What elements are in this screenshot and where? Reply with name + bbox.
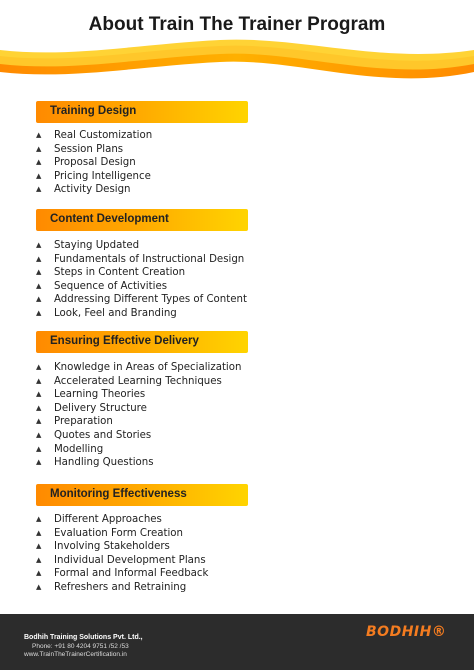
- page-footer: [0, 614, 474, 670]
- section-heading: Content Development: [50, 213, 169, 225]
- section-item-list: [36, 129, 152, 197]
- triangle-bullet-icon: ▲: [36, 390, 42, 399]
- list-item-text: Real Customization: [54, 130, 153, 141]
- triangle-bullet-icon: ▲: [36, 144, 42, 153]
- section-heading-bar: [36, 101, 248, 123]
- list-item: [36, 307, 247, 321]
- footer-phone: Phone: +91 80 4204 9751 /52 /53: [32, 643, 129, 650]
- list-item-text: Formal and Informal Feedback: [54, 568, 209, 580]
- triangle-bullet-icon: ▲: [36, 403, 42, 412]
- logo-text: BODHIH®: [366, 624, 447, 640]
- triangle-bullet-icon: ▲: [36, 308, 42, 317]
- list-item-text: Learning Theories: [54, 389, 146, 401]
- list-item: [36, 361, 241, 375]
- section-item-list: [36, 513, 208, 595]
- list-item-text: Session Plans: [54, 143, 124, 155]
- list-item: [36, 156, 152, 170]
- triangle-bullet-icon: ▲: [36, 295, 42, 304]
- triangle-bullet-icon: ▲: [36, 376, 42, 385]
- list-item: [36, 143, 152, 157]
- list-item: [36, 554, 208, 568]
- list-item-text: Delivery Structure: [54, 402, 147, 414]
- list-item-text: Staying Updated: [54, 240, 140, 251]
- list-item: [36, 429, 241, 443]
- list-item-text: Proposal Design: [54, 157, 136, 169]
- list-item: [36, 253, 247, 267]
- list-item: [36, 527, 208, 541]
- list-item: [36, 581, 208, 595]
- list-item-text: Look, Feel and Branding: [54, 307, 177, 319]
- triangle-bullet-icon: ▲: [36, 569, 42, 578]
- list-item-text: Knowledge in Areas of Specialization: [54, 362, 242, 373]
- list-item-text: Individual Development Plans: [54, 554, 206, 566]
- list-item: [36, 402, 241, 416]
- triangle-bullet-icon: ▲: [36, 171, 42, 180]
- list-item: [36, 388, 241, 402]
- triangle-bullet-icon: ▲: [36, 254, 42, 263]
- triangle-bullet-icon: ▲: [36, 281, 42, 290]
- list-item: [36, 567, 208, 581]
- list-item: [36, 456, 241, 470]
- list-item-text: Evaluation Form Creation: [54, 527, 183, 539]
- triangle-bullet-icon: ▲: [36, 542, 42, 551]
- triangle-bullet-icon: ▲: [36, 555, 42, 564]
- list-item-text: Refreshers and Retraining: [54, 581, 187, 593]
- footer-website: www.TrainTheTrainerCertification.in: [24, 651, 127, 658]
- list-item: [36, 540, 208, 554]
- list-item: [36, 239, 247, 253]
- triangle-bullet-icon: ▲: [36, 417, 42, 426]
- list-item-text: Activity Design: [54, 184, 131, 196]
- page-title: About Train The Trainer Program: [88, 14, 386, 35]
- list-item: [36, 443, 241, 457]
- page-header: [0, 0, 474, 100]
- list-item: [36, 375, 241, 389]
- triangle-bullet-icon: ▲: [36, 158, 42, 167]
- list-item: [36, 513, 208, 527]
- list-item: [36, 293, 247, 307]
- list-item-text: Preparation: [54, 416, 113, 428]
- list-item-text: Handling Questions: [54, 457, 154, 469]
- section-heading: Monitoring Effectiveness: [50, 488, 187, 500]
- section-heading: Ensuring Effective Delivery: [50, 335, 199, 347]
- section-heading-bar: [36, 331, 248, 353]
- section-heading-bar: [36, 484, 248, 506]
- list-item-text: Sequence of Activities: [54, 280, 168, 292]
- list-item-text: Accelerated Learning Techniques: [54, 375, 222, 387]
- section-heading-bar: [36, 209, 248, 231]
- bodhih-logo-icon: [366, 624, 447, 650]
- list-item: [36, 129, 152, 143]
- triangle-bullet-icon: ▲: [36, 528, 42, 537]
- triangle-bullet-icon: ▲: [36, 363, 42, 371]
- triangle-bullet-icon: ▲: [36, 582, 42, 591]
- section-item-list: [36, 239, 247, 321]
- list-item-text: Involving Stakeholders: [54, 541, 170, 553]
- list-item-text: Fundamentals of Instructional Design: [54, 253, 245, 265]
- triangle-bullet-icon: ▲: [36, 444, 42, 453]
- list-item: [36, 415, 241, 429]
- list-item: [36, 170, 152, 184]
- section-heading: Training Design: [50, 105, 137, 117]
- list-item-text: Addressing Different Types of Content: [54, 294, 247, 306]
- list-item-text: Steps in Content Creation: [54, 267, 186, 279]
- list-item: [36, 266, 247, 280]
- triangle-bullet-icon: ▲: [36, 268, 42, 277]
- list-item-text: Quotes and Stories: [54, 429, 152, 441]
- list-item-text: Modelling: [54, 443, 104, 455]
- list-item: [36, 183, 152, 197]
- triangle-bullet-icon: ▲: [36, 241, 42, 249]
- triangle-bullet-icon: ▲: [36, 430, 42, 439]
- triangle-bullet-icon: ▲: [36, 131, 42, 139]
- triangle-bullet-icon: ▲: [36, 458, 42, 467]
- list-item-text: Pricing Intelligence: [54, 170, 151, 182]
- triangle-bullet-icon: ▲: [36, 515, 42, 523]
- footer-company-name: Bodhih Training Solutions Pvt. Ltd.,: [24, 634, 143, 641]
- triangle-bullet-icon: ▲: [36, 185, 42, 194]
- list-item: [36, 280, 247, 294]
- section-item-list: [36, 361, 241, 470]
- list-item-text: Different Approaches: [54, 514, 162, 525]
